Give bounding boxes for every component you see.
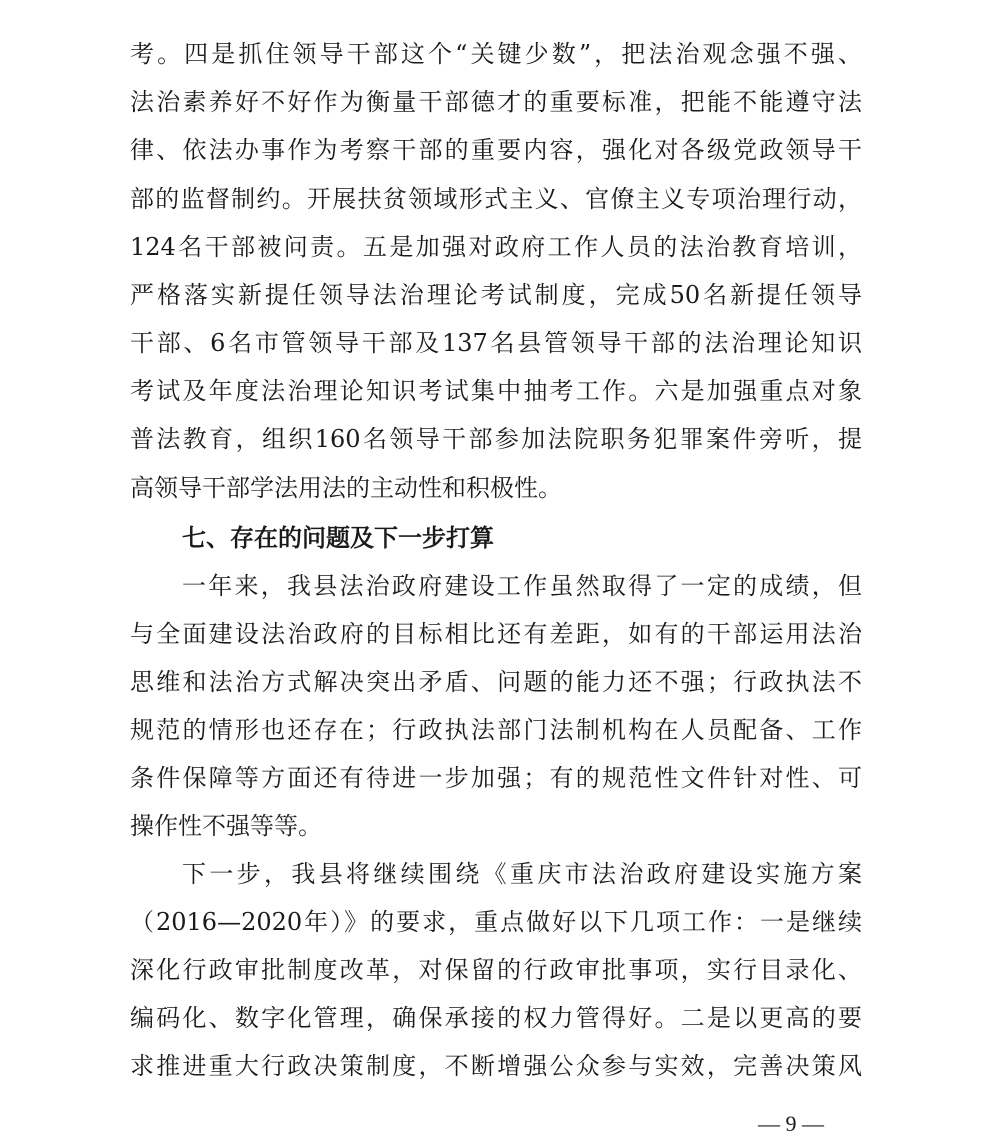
paragraph-line: 思维和法治方式解决突出矛盾、问题的能力还不强；行政执法不 xyxy=(130,668,862,696)
paragraph-line: 一年来，我县法治政府建设工作虽然取得了一定的成绩，但 xyxy=(182,572,862,600)
paragraph-line: 干部、6名市管领导干部及137名县管领导干部的法治理论知识 xyxy=(130,329,862,357)
section-heading: 七、存在的问题及下一步打算 xyxy=(182,524,494,552)
paragraph-line: 严格落实新提任领导法治理论考试制度，完成50名新提任领导 xyxy=(130,281,862,309)
paragraph-line: 高领导干部学法用法的主动性和积极性。 xyxy=(130,474,562,502)
paragraph-line: 与全面建设法治政府的目标相比还有差距，如有的干部运用法治 xyxy=(130,620,862,648)
paragraph-line: 下一步，我县将继续围绕《重庆市法治政府建设实施方案 xyxy=(182,860,862,888)
paragraph-line: 规范的情形也还存在；行政执法部门法制机构在人员配备、工作 xyxy=(130,716,862,744)
paragraph-line: 部的监督制约。开展扶贫领域形式主义、官僚主义专项治理行动， xyxy=(130,185,862,213)
paragraph-line: 124名干部被问责。五是加强对政府工作人员的法治教育培训， xyxy=(130,233,862,261)
paragraph-line: 编码化、数字化管理，确保承接的权力管得好。二是以更高的要 xyxy=(130,1004,862,1032)
paragraph-line: 深化行政审批制度改革，对保留的行政审批事项，实行目录化、 xyxy=(130,956,862,984)
paragraph-line: 条件保障等方面还有待进一步加强；有的规范性文件针对性、可 xyxy=(130,764,862,792)
paragraph-line: 考。四是抓住领导干部这个“关键少数”，把法治观念强不强、 xyxy=(130,40,862,68)
paragraph-line: 考试及年度法治理论知识考试集中抽考工作。六是加强重点对象 xyxy=(130,377,862,405)
paragraph-line: 律、依法办事作为考察干部的重要内容，强化对各级党政领导干 xyxy=(130,136,862,164)
paragraph-line: 法治素养好不好作为衡量干部德才的重要标准，把能不能遵守法 xyxy=(130,88,862,116)
page-number: — 9 — xyxy=(758,1111,824,1136)
paragraph-line: （2016—2020年）》的要求，重点做好以下几项工作：一是继续 xyxy=(130,908,862,936)
paragraph-line: 操作性不强等等。 xyxy=(130,812,322,840)
paragraph-line: 普法教育，组织160名领导干部参加法院职务犯罪案件旁听，提 xyxy=(130,425,862,453)
paragraph-line: 求推进重大行政决策制度，不断增强公众参与实效，完善决策风 xyxy=(130,1052,862,1080)
